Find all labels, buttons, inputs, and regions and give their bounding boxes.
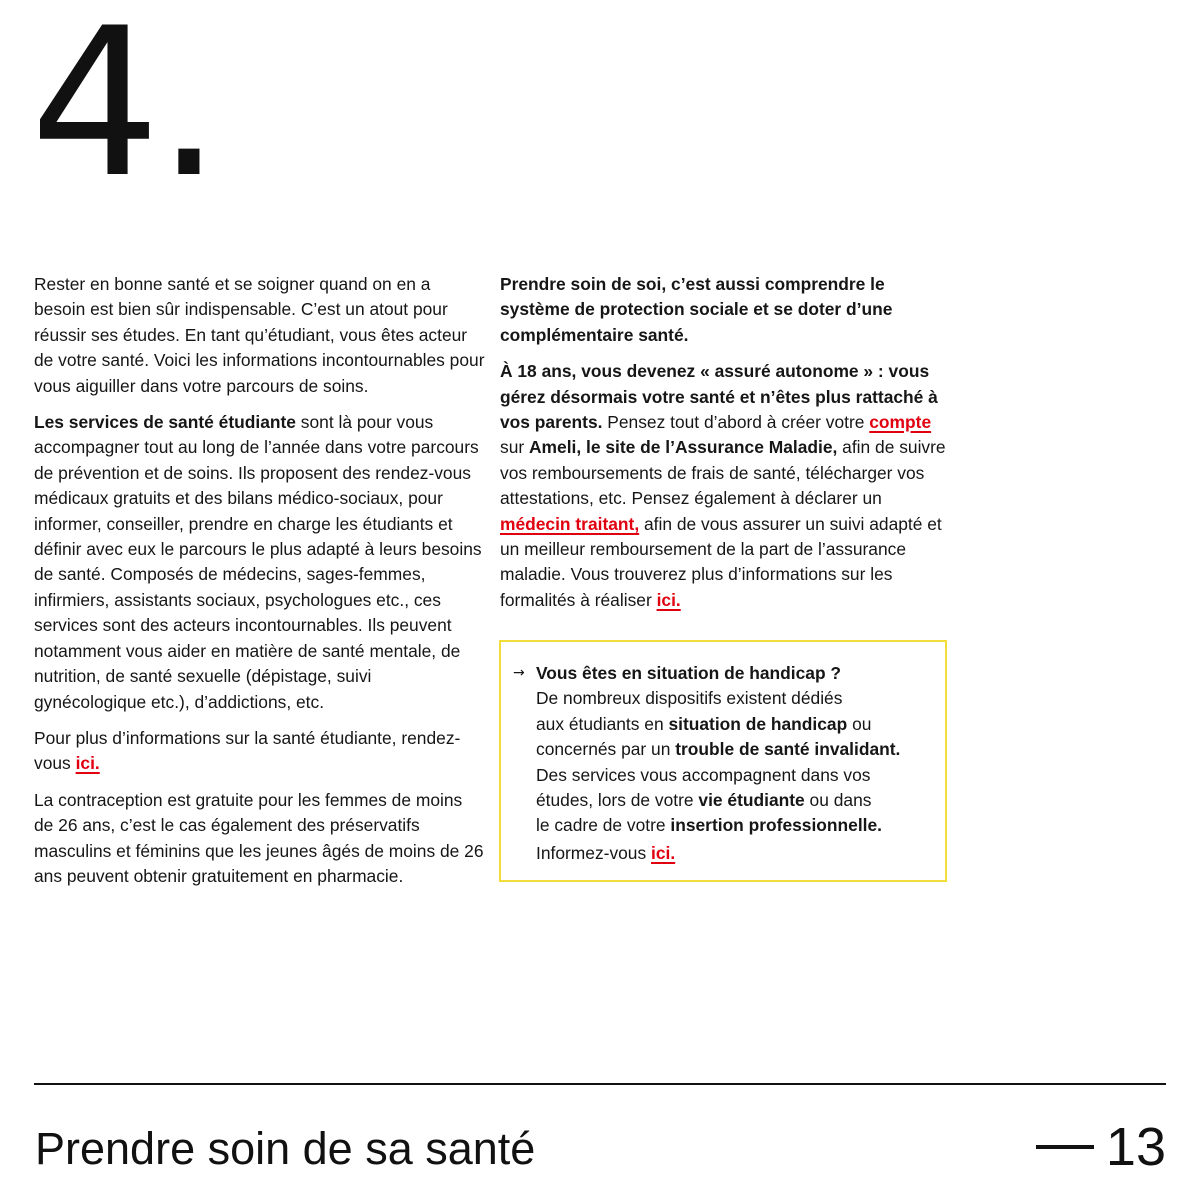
em-dash: [1036, 1145, 1094, 1149]
page-number: [1036, 1117, 1166, 1177]
callout-line-2-text: aux étudiants en: [536, 713, 669, 734]
right-column: [500, 272, 952, 624]
formalities-link[interactable]: ici.: [656, 589, 681, 610]
student-health-text: sont là pour vous accompagner tout au long de l’année dans votre parcours de prévention et de soins. Ils proposent des rendez-vous médicaux gratuits et des bilans médico-sociaux, pour informer, conseiller, prendre en charge les étudiants et définir avec eux le parcours le plus adapté à leurs besoins de santé. Composés de médecins, sages-femmes, infirmiers, assistants sociaux, psychologues etc., ces services sont des acteurs incontournables. Ils peuvent notamment vous aider en matière de santé mentale, de nutrition, de santé sexuelle (dépistage, suivi gynécologique etc.), d’addictions, etc.: [34, 412, 482, 712]
chapter-number: 4.: [30, 0, 218, 223]
callout-line-7: [536, 841, 933, 866]
page-number-value: 13: [1105, 1117, 1166, 1177]
callout-line-7-text: Informez-vous: [536, 842, 652, 863]
footer-divider: [34, 1083, 1166, 1085]
more-info-paragraph: [34, 726, 486, 777]
callout-line-3-bold: trouble de santé invalidant.: [675, 739, 901, 760]
autonomous-insured-text-1: Pensez tout d’abord à créer votre: [602, 412, 870, 433]
medecin-traitant-link[interactable]: médecin traitant,: [500, 513, 640, 534]
callout-line-2-end: ou: [847, 713, 872, 734]
handicap-info-link[interactable]: ici.: [651, 842, 676, 863]
intro-paragraph: Rester en bonne santé et se soigner quand on en a besoin est bien sûr indispensable. C’est un atout pour réussir ses études. En tant qu’étudiant, vous êtes acteur de votre santé. Voici les informations incontournables pour vous aiguiller dans votre parcours de soins.: [34, 274, 485, 396]
callout-line-2: [536, 712, 933, 737]
autonomous-insured-heading: À 18 ans, vous devenez « assuré autonome » : vous gérez désormais votre santé et n’êtes plus rattaché à vos parents.: [500, 361, 938, 433]
callout-line-3: [536, 737, 933, 762]
student-health-heading: Les services de santé étudiante: [34, 412, 296, 433]
callout-line-5-text: études, lors de votre: [536, 790, 699, 811]
student-health-link[interactable]: ici.: [75, 753, 100, 774]
callout-line-2-bold: situation de handicap: [668, 713, 848, 734]
autonomous-insured-text-3: afin de suivre vos remboursements de frais de santé, télécharger vos attestations, etc. Pensez également à déclarer un: [500, 437, 946, 509]
callout-line-5-end: ou dans: [804, 790, 872, 811]
arrow-right-icon: →: [513, 665, 525, 681]
more-info-text: Pour plus d’informations sur la santé étudiante, rendez-vous: [34, 727, 461, 774]
social-protection-intro: Prendre soin de soi, c’est aussi comprendre le système de protection sociale et se doter d’une complémentaire santé.: [500, 274, 893, 345]
autonomous-insured-paragraph: [500, 359, 952, 613]
left-column: [34, 272, 486, 900]
callout-line-5: [536, 788, 933, 813]
student-health-paragraph: [34, 410, 486, 715]
callout-line-6-text: le cadre de votre: [536, 815, 671, 836]
callout-heading: Vous êtes en situation de handicap ?: [536, 663, 842, 683]
section-title: Prendre soin de sa santé: [35, 1123, 536, 1174]
autonomous-insured-text-4: afin de vous assurer un suivi adapté et un meilleur remboursement de la part de l’assurance maladie. Vous trouverez plus d’informations sur les formalités à réaliser: [500, 513, 942, 610]
autonomous-insured-text-2: sur: [500, 437, 529, 458]
callout-line-4: Des services vous accompagnent dans vos: [536, 764, 871, 785]
callout-line-1: De nombreux dispositifs existent dédiés: [536, 688, 843, 709]
callout-line-3-text: concernés par un: [536, 739, 676, 760]
handicap-callout-box: [499, 640, 947, 882]
callout-line-5-bold: vie étudiante: [698, 790, 805, 811]
callout-line-6: [536, 813, 933, 838]
callout-line-6-bold: insertion professionnelle.: [670, 815, 883, 836]
ameli-name: Ameli, le site de l’Assurance Maladie,: [529, 437, 838, 458]
contraception-paragraph: La contraception est gratuite pour les femmes de moins de 26 ans, c’est le cas également des préservatifs masculins et féminins que les jeunes âgés de moins de 26 ans peuvent obtenir gratuitement en pharmacie.: [34, 789, 484, 886]
ameli-account-link[interactable]: compte: [869, 412, 932, 433]
